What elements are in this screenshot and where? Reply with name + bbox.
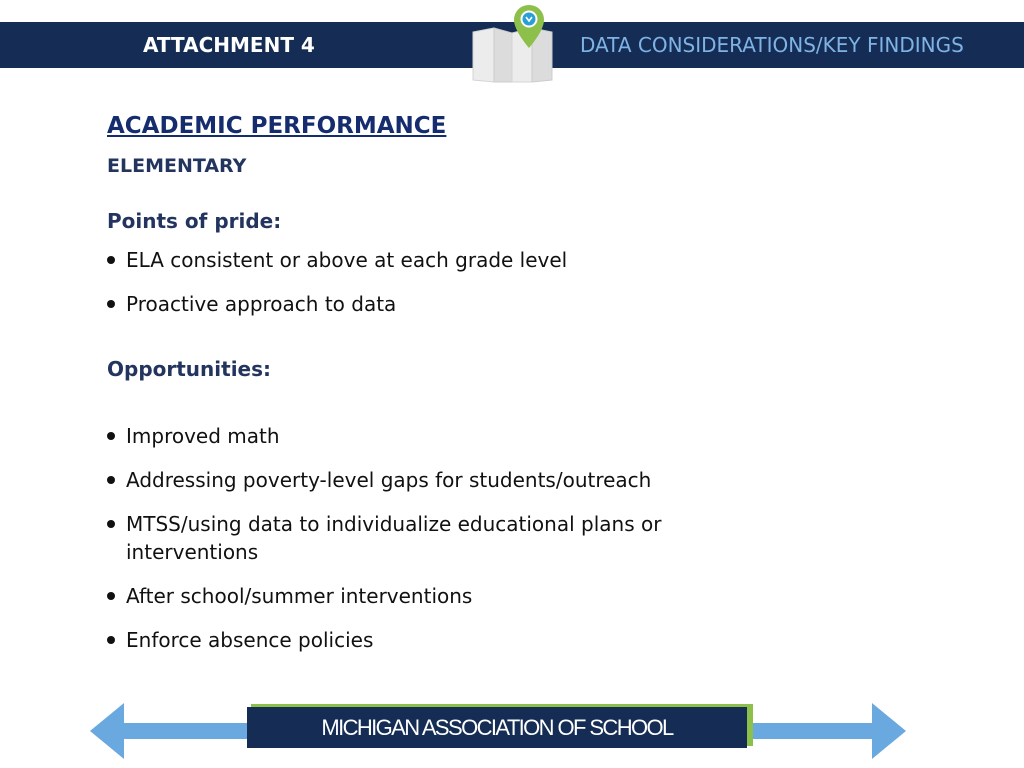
- bullet-icon: [107, 476, 115, 484]
- page-title: ACADEMIC PERFORMANCE: [107, 113, 447, 139]
- footer-banner-body: [247, 707, 747, 748]
- list-item: [107, 510, 727, 566]
- bullet-icon: [107, 520, 115, 528]
- map-pin-icon: [468, 0, 558, 86]
- list-item: [107, 290, 727, 318]
- list-item-text: Proactive approach to data: [126, 292, 397, 316]
- page-subtitle: ELEMENTARY: [107, 155, 247, 177]
- list-item-text: MTSS/using data to individualize educational plans or interventions: [126, 512, 662, 564]
- list-item-text: Addressing poverty-level gaps for students/outreach: [126, 468, 652, 492]
- list-item-text: Enforce absence policies: [126, 628, 374, 652]
- section-label: DATA CONSIDERATIONS/KEY FINDINGS: [580, 33, 964, 57]
- footer-label: MICHIGAN ASSOCIATION OF SCHOOL: [321, 714, 673, 740]
- opportunities-heading: Opportunities:: [107, 357, 272, 381]
- bullet-icon: [107, 636, 115, 644]
- footer-banner: [247, 707, 749, 749]
- pride-heading: Points of pride:: [107, 209, 282, 233]
- attachment-label: ATTACHMENT 4: [143, 33, 315, 57]
- list-item: [107, 246, 727, 274]
- list-item-text: After school/summer interventions: [126, 584, 473, 608]
- bullet-icon: [107, 300, 115, 308]
- list-item: [107, 422, 727, 450]
- list-item: [107, 626, 727, 654]
- bullet-icon: [107, 432, 115, 440]
- list-item: [107, 582, 727, 610]
- bullet-icon: [107, 256, 115, 264]
- list-item: [107, 466, 727, 494]
- bullet-icon: [107, 592, 115, 600]
- list-item-text: ELA consistent or above at each grade level: [126, 248, 568, 272]
- list-item-text: Improved math: [126, 424, 280, 448]
